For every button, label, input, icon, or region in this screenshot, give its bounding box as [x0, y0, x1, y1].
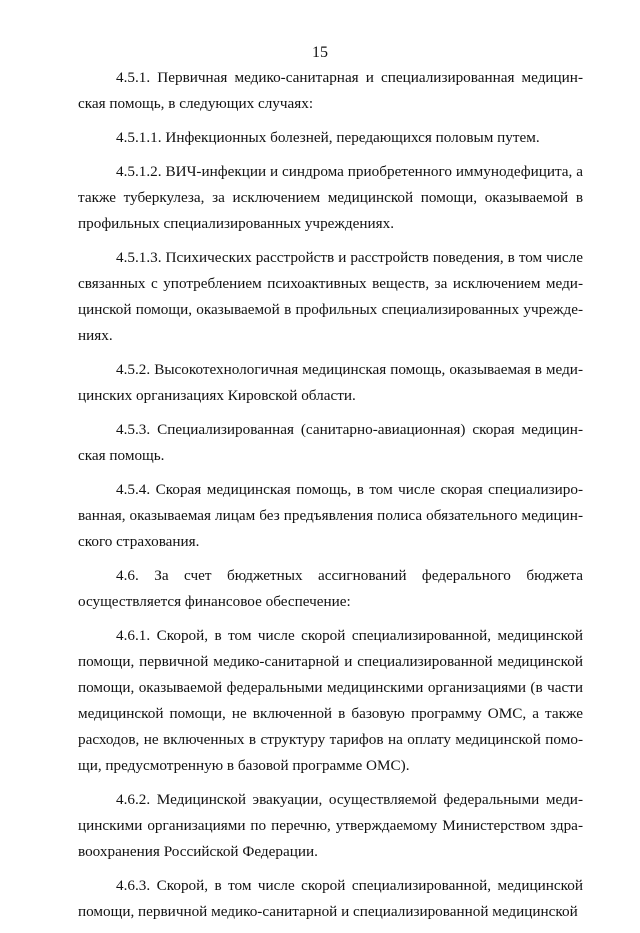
paragraph-4-5-1-3: 4.5.1.3. Психических расстройств и расстройств поведения, в том числе связанных с употреблением психоактивных веществ, за исключением медицинской помощи, оказываемой в профильных специализированных учреждениях. [78, 249, 583, 344]
paragraph-4-5-1-1: 4.5.1.1. Инфекционных болезней, передающихся половым путем. [116, 129, 540, 146]
paragraph-4-5-2: 4.5.2. Высокотехнологичная медицинская помощь, оказываемая в медицинских организациях Кировской области. [78, 361, 583, 404]
paragraph-4-5-3: 4.5.3. Специализированная (санитарно-авиационная) скорая медицинская помощь. [78, 421, 583, 464]
paragraph-4-5-4: 4.5.4. Скорая медицинская помощь, в том числе скорая специализированная, оказываемая лицам без предъявления полиса обязательного медицинского страхования. [78, 481, 583, 550]
document-body [78, 65, 583, 933]
page-number: 15 [312, 44, 328, 61]
paragraph-4-6-1: 4.6.1. Скорой, в том числе скорой специализированной, медицинской помощи, первичной медико-санитарной и специализированной медицинской помощи, оказываемой федеральными медицинскими организациями (в части медицинской помощи, не включенной в базовую программу ОМС, а также расходов, не включенных в структуру тарифов на оплату медицинской помощи, предусмотренную в базовой программе ОМС). [78, 627, 583, 774]
paragraph-4-5-1-2: 4.5.1.2. ВИЧ-инфекции и синдрома приобретенного иммунодефицита, а также туберкулеза, за исключением медицинской помощи, оказываемой в профильных специализированных учреждениях. [78, 163, 583, 232]
paragraph-4-6-2: 4.6.2. Медицинской эвакуации, осуществляемой федеральными медицинскими организациями по перечню, утверждаемому Министерством здравоохранения Российской Федерации. [78, 791, 583, 860]
paragraph-4-6-3: 4.6.3. Скорой, в том числе скорой специализированной, медицинской помощи, первичной медико-санитарной и специализированной медицинской [78, 877, 583, 920]
paragraph-4-5-1: 4.5.1. Первичная медико-санитарная и специализированная медицинская помощь, в следующих случаях: [78, 69, 583, 112]
paragraph-4-6: 4.6. За счет бюджетных ассигнований федерального бюджета осуществляется финансовое обеспечение: [78, 567, 583, 610]
